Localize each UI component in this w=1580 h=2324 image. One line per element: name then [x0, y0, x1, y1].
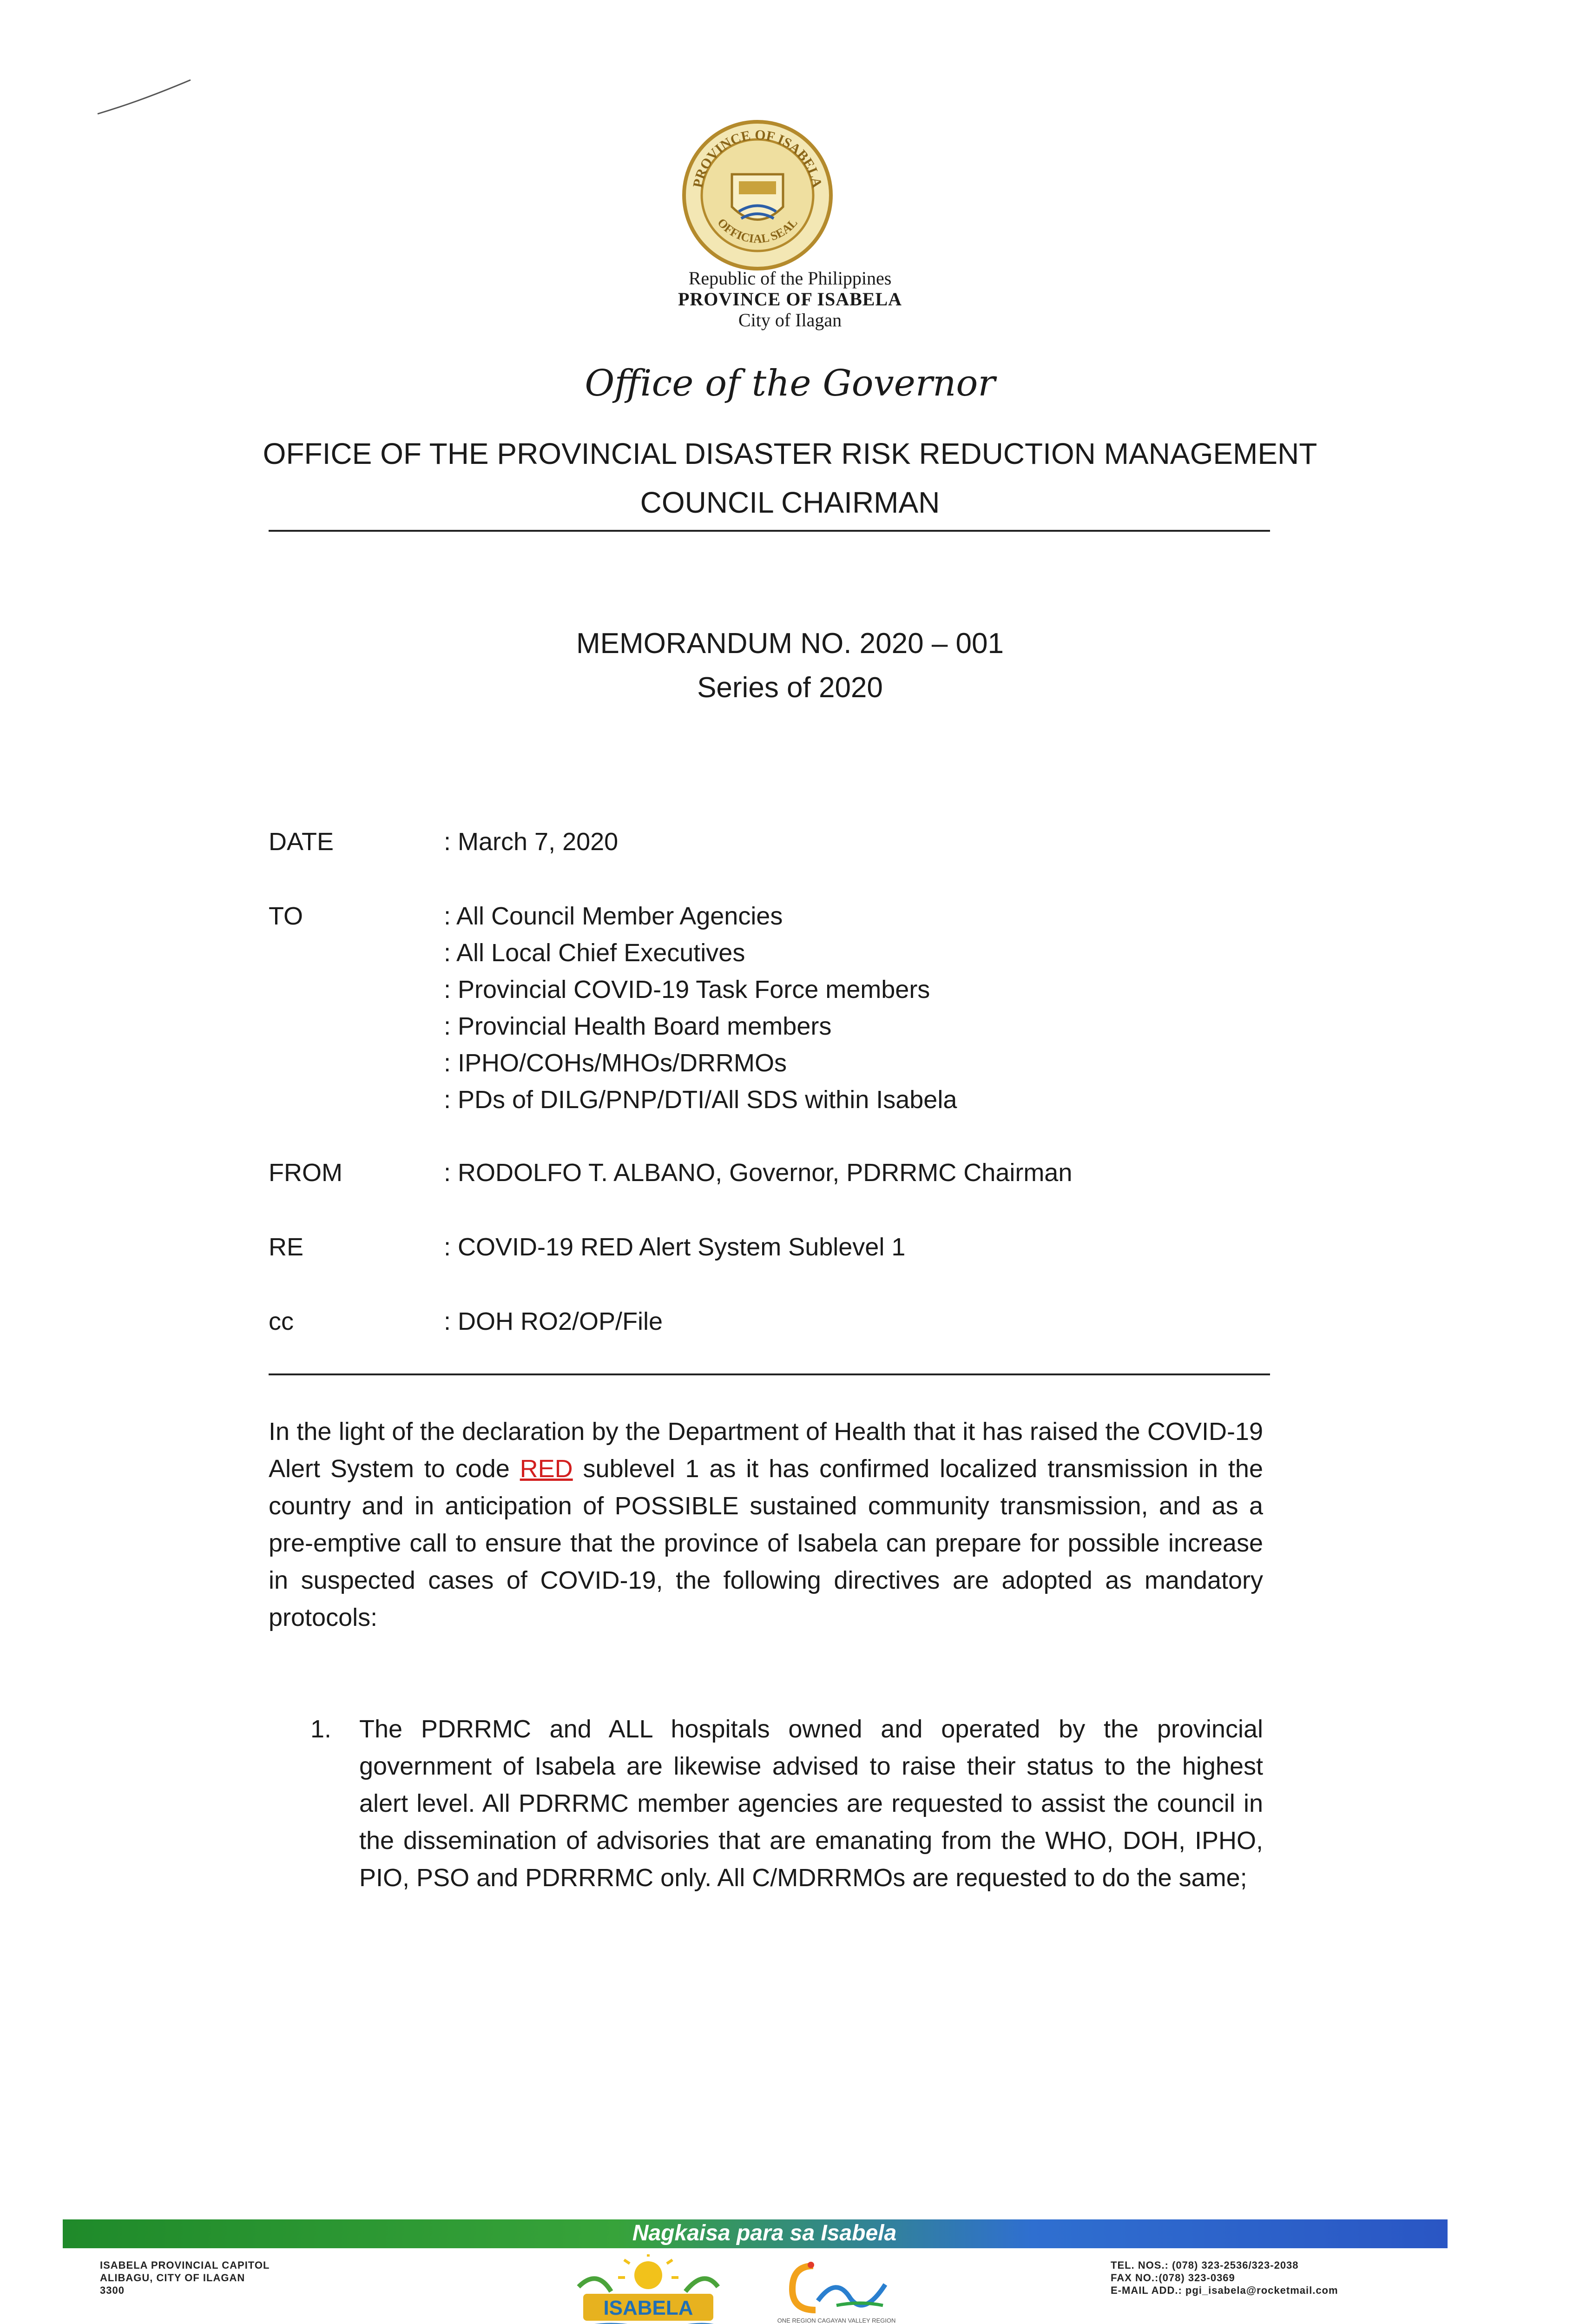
from-value: : RODOLFO T. ALBANO, Governor, PDRRMC Chairman [444, 1159, 1073, 1187]
memorandum-series: Series of 2020 [697, 672, 883, 704]
svg-text:ISABELA: ISABELA [603, 2297, 693, 2319]
to-recipient: : IPHO/COHs/MHOs/DRRMOs [444, 1049, 787, 1077]
to-recipient: : All Council Member Agencies [444, 902, 783, 930]
republic-line: Republic of the Philippines [688, 268, 892, 289]
red-code-highlight: RED [520, 1455, 573, 1483]
item-number: 1. [310, 1715, 332, 1743]
city-line: City of Ilagan [738, 310, 842, 330]
to-recipient: : All Local Chief Executives [444, 939, 745, 967]
provincial-seal-icon [681, 119, 834, 272]
pen-mark [93, 74, 204, 125]
memorandum-number: MEMORANDUM NO. 2020 – 001 [576, 627, 1004, 660]
from-label: FROM [269, 1159, 342, 1187]
to-label: TO [269, 902, 303, 930]
intro-paragraph: In the light of the declaration by the Department of Health that it has raised the COVID-19 Alert System to code RED sublevel 1 as it has confirmed localized transmission in the country and in anticipation of POSSIBLE sustained community transmission, and as a pre-emptive call to ensure that the province of Isabela can prepare for possible increase in suspected cases of COVID-19, the following directives are adopted as mandatory protocols: [269, 1418, 1263, 1631]
footer-email: E-MAIL ADD.: pgi_isabela@rocketmail.com [1111, 2284, 1338, 2296]
re-label: RE [269, 1233, 304, 1261]
svg-text:OFFICIAL SEAL: OFFICIAL SEAL [715, 216, 800, 246]
footer-fax: FAX NO.:(078) 323-0369 [1111, 2272, 1235, 2284]
header-divider [269, 530, 1270, 532]
council-title-line2: COUNCIL CHAIRMAN [640, 486, 940, 519]
to-recipient: : Provincial COVID-19 Task Force members [444, 976, 930, 1004]
date-value: : March 7, 2020 [444, 828, 619, 856]
cc-label: cc [269, 1307, 294, 1335]
footer-contact [1111, 2259, 1338, 2297]
directive-item-1: The PDRRMC and ALL hospitals owned and operated by the provincial government of Isabela are likewise advised to raise their status to the highest alert level. All PDRRMC member agencies are requested to assist the council in the dissemination of advisories that are emanating from the WHO, DOH, IPHO, PIO, PSO and PDRRRMC only. All C/MDRRMOs are requested to do the same; [359, 1715, 1263, 1892]
office-of-the-governor-script: Office of the Governor [585, 363, 995, 404]
cagayan-valley-region-logo-icon [767, 2257, 906, 2324]
fields-divider [269, 1373, 1270, 1375]
footer-tel: TEL. NOS.: (078) 323-2536/323-2038 [1111, 2259, 1299, 2271]
to-recipient: : Provincial Health Board members [444, 1012, 832, 1040]
svg-text:ONE REGION CAGAYAN VALLEY REGI: ONE REGION CAGAYAN VALLEY REGION [777, 2317, 896, 2324]
footer-address: ISABELA PROVINCIAL CAPITOL ALIBAGU, CITY OF ILAGAN 3300 [100, 2259, 270, 2296]
svg-text:PROVINCE OF ISABELA: PROVINCE OF ISABELA [690, 127, 825, 189]
council-title-line1: OFFICE OF THE PROVINCIAL DISASTER RISK REDUCTION MANAGEMENT [263, 437, 1317, 470]
date-label: DATE [269, 828, 334, 856]
cc-value: : DOH RO2/OP/File [444, 1307, 663, 1335]
re-value: : COVID-19 RED Alert System Sublevel 1 [444, 1233, 906, 1261]
province-line: PROVINCE OF ISABELA [678, 289, 902, 310]
isabela-logo-icon [569, 2254, 727, 2324]
footer-slogan: Nagkaisa para sa Isabela [632, 2221, 897, 2245]
to-recipient: : PDs of DILG/PNP/DTI/All SDS within Isabela [444, 1086, 957, 1114]
